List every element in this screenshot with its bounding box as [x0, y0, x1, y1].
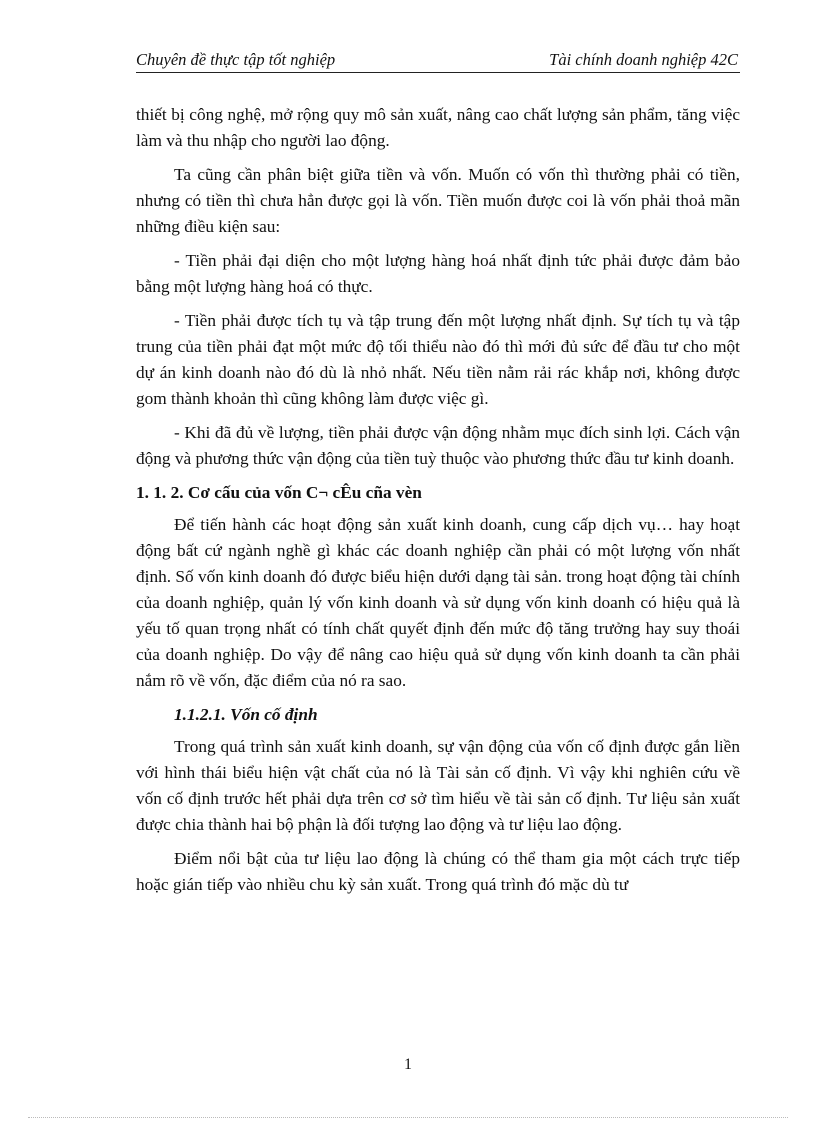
page-number: 1 — [404, 1056, 412, 1073]
paragraph: - Khi đã đủ về lượng, tiền phải được vận động nhằm mục đích sinh lợi. Cách vận động và phương thức vận động của tiền tuỳ thuộc vào phương thức đầu tư kinh doanh. — [136, 423, 740, 468]
subsection-heading: 1.1.2.1. Vốn cố định — [174, 705, 318, 724]
page-bottom-divider — [28, 1117, 788, 1118]
paragraph: Trong quá trình sản xuất kinh doanh, sự vận động của vốn cố định được gắn liền với hình thái biểu hiện vật chất của nó là Tài sản cố định. Vì vậy khi nghiên cứu về vốn cố định trước hết phải dựa trên cơ sở tìm hiểu về tài sản cố định. Tư liệu sản xuất được chia thành hai bộ phận là đối tượng lao động và tư liệu lao động. — [136, 737, 740, 834]
paragraph: thiết bị công nghệ, mở rộng quy mô sản xuất, nâng cao chất lượng sản phẩm, tăng việc làm và thu nhập cho người lao động. — [136, 105, 740, 150]
page-header — [136, 48, 740, 73]
paragraph: - Tiền phải đại diện cho một lượng hàng hoá nhất định tức phải được đảm bảo bằng một lượng hàng hoá có thực. — [136, 251, 740, 296]
paragraph: Ta cũng cần phân biệt giữa tiền và vốn. Muốn có vốn thì thường phải có tiền, nhưng có tiền thì chưa hẳn được gọi là vốn. Tiền muốn được coi là vốn phải thoả mãn những điều kiện sau: — [136, 165, 740, 236]
section-heading: 1. 1. 2. Cơ cấu của vốn C¬ cÊu cña vèn — [136, 483, 422, 502]
paragraph: Để tiến hành các hoạt động sản xuất kinh doanh, cung cấp dịch vụ… hay hoạt động bất cứ ngành nghề gì khác các doanh nghiệp cần phải có một lượng vốn nhất định. Số vốn kinh doanh đó được biểu hiện dưới dạng tài sản. trong hoạt động tài chính của doanh nghiệp, quản lý vốn kinh doanh và sử dụng vốn kinh doanh có hiệu quả là yếu tố quan trọng nhất có tính chất quyết định đến mức độ tăng trưởng hay suy thoái của doanh nghiệp. Do vậy để nâng cao hiệu quả sử dụng vốn kinh doanh ta cần phải nắm rõ về vốn, đặc điểm của nó ra sao. — [136, 515, 740, 690]
header-right-title: Tài chính doanh nghiệp 42C — [549, 50, 738, 69]
header-left-title: Chuyên đề thực tập tốt nghiệp — [136, 50, 336, 69]
paragraph: - Tiền phải được tích tụ và tập trung đến một lượng nhất định. Sự tích tụ và tập trung của tiền phải đạt một mức độ tối thiểu nào đó thì mới đủ sức để đầu tư cho một dự án kinh doanh nào đó dù là nhỏ nhất. Nếu tiền nằm rải rác khắp nơi, không được gom thành khoản thì cũng không làm được việc gì. — [136, 311, 740, 408]
document-body — [136, 102, 740, 906]
paragraph: Điểm nổi bật của tư liệu lao động là chúng có thể tham gia một cách trực tiếp hoặc gián tiếp vào nhiều chu kỳ sản xuất. Trong quá trình đó mặc dù tư — [136, 849, 740, 894]
